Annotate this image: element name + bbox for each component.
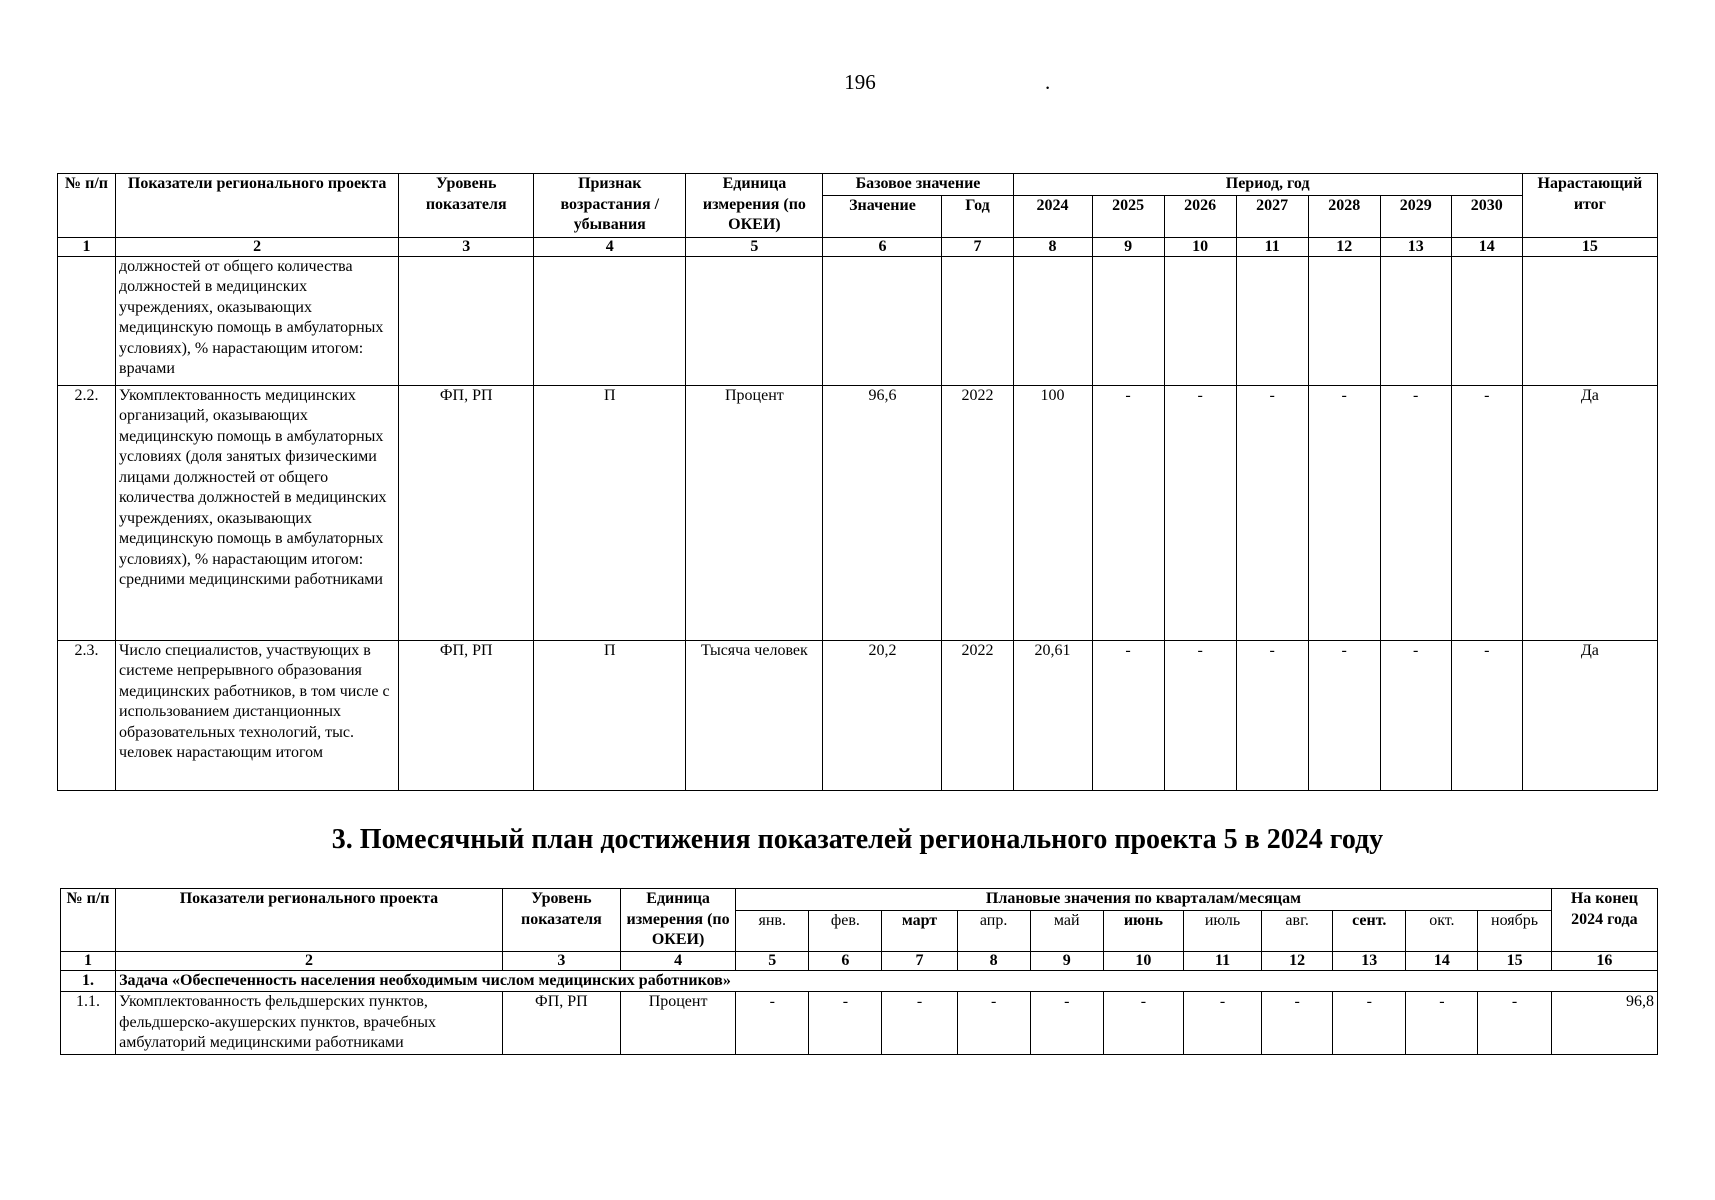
row-num: 2.2. (58, 385, 116, 640)
task-num: 1. (61, 970, 116, 992)
column-numbers-row (58, 237, 1658, 256)
row-month-value: - (809, 992, 882, 1055)
row-cumulative (1522, 256, 1657, 385)
col-number: 7 (882, 951, 957, 970)
col-number: 5 (736, 951, 809, 970)
header-cumulative: Нарастающий итог (1522, 174, 1657, 238)
table-row (58, 640, 1658, 790)
row-year-value (1236, 256, 1308, 385)
row-year-value: - (1236, 385, 1308, 640)
header-month: март (882, 911, 957, 951)
row-base-value: 20,2 (823, 640, 942, 790)
header-month: ноябрь (1478, 911, 1551, 951)
section-title: 3. Помесячный план достижения показателей регионального проекта 5 в 2024 году (331, 824, 1384, 855)
header-month: сент. (1333, 911, 1406, 951)
col-number: 2 (116, 237, 399, 256)
header-planned: Плановые значения по кварталам/месяцам (736, 889, 1552, 911)
col-number: 2 (116, 951, 503, 970)
header-sign: Признак возрастания / убывания (534, 174, 686, 238)
header-base-year: Год (942, 195, 1013, 237)
row-year-value: - (1308, 640, 1380, 790)
header-indicator: Показатели регионального проекта (116, 174, 399, 238)
row-base-year: 2022 (942, 385, 1013, 640)
col-number: 12 (1262, 951, 1333, 970)
col-number: 3 (399, 237, 534, 256)
row-sign: П (534, 385, 686, 640)
header-level: Уровень показателя (399, 174, 534, 238)
col-number: 10 (1164, 237, 1236, 256)
row-indicator: Укомплектованность медицинских организаций, оказывающих медицинскую помощь в амбулаторных условиях (доля занятых физическими лицами должностей от общего количества должностей в медицинских учреждениях, оказывающих медицинскую помощь в амбулаторных условиях), % нарастающим итогом: средними медицинскими работниками (116, 385, 399, 640)
row-month-value: - (1406, 992, 1478, 1055)
header-year: 2028 (1308, 195, 1380, 237)
col-number: 7 (942, 237, 1013, 256)
col-number: 15 (1522, 237, 1657, 256)
header-month: апр. (957, 911, 1030, 951)
row-year-value: - (1451, 640, 1522, 790)
col-number: 1 (61, 951, 116, 970)
row-year-value (1164, 256, 1236, 385)
header-month: окт. (1406, 911, 1478, 951)
table-row (58, 256, 1658, 385)
col-number: 9 (1030, 951, 1103, 970)
header-month: июнь (1103, 911, 1183, 951)
col-number: 12 (1308, 237, 1380, 256)
col-number: 8 (957, 951, 1030, 970)
row-indicator: Число специалистов, участвующих в системе непрерывного образования медицинских работников, в том числе с использованием дистанционных образовательных технологий, тыс. человек нарастающим итогом (116, 640, 399, 790)
header-year: 2029 (1380, 195, 1451, 237)
task-row (61, 970, 1658, 992)
column-numbers-row (61, 951, 1658, 970)
row-month-value: - (1183, 992, 1261, 1055)
col-number: 3 (502, 951, 620, 970)
header-unit: Единица измерения (по ОКЕИ) (620, 889, 735, 952)
header-indicator: Показатели регионального проекта (116, 889, 503, 952)
row-year-value: - (1380, 385, 1451, 640)
table-row (58, 385, 1658, 640)
row-level: ФП, РП (399, 385, 534, 640)
row-month-value: - (882, 992, 957, 1055)
col-number: 14 (1406, 951, 1478, 970)
row-year-value: - (1164, 385, 1236, 640)
row-year-value: - (1380, 640, 1451, 790)
row-base-value: 96,6 (823, 385, 942, 640)
header-month: июль (1183, 911, 1261, 951)
row-indicator: должностей от общего количества должностей в медицинских учреждениях, оказывающих медицинскую помощь в амбулаторных условиях), % нарастающим итогом: врачами (116, 256, 399, 385)
row-end-value: 96,8 (1551, 992, 1657, 1055)
header-base-value: Значение (823, 195, 942, 237)
row-num: 1.1. (61, 992, 116, 1055)
row-year-value (1092, 256, 1164, 385)
row-year-value (1308, 256, 1380, 385)
header-year: 2027 (1236, 195, 1308, 237)
row-year-value: 100 (1013, 385, 1092, 640)
row-unit: Процент (686, 385, 823, 640)
row-year-value: - (1451, 385, 1522, 640)
row-cumulative: Да (1522, 640, 1657, 790)
header-month: май (1030, 911, 1103, 951)
row-month-value: - (1478, 992, 1551, 1055)
row-year-value (1451, 256, 1522, 385)
row-year-value: - (1092, 385, 1164, 640)
table-row (61, 992, 1658, 1055)
header-month: янв. (736, 911, 809, 951)
header-month: фев. (809, 911, 882, 951)
indicators-table (57, 173, 1658, 791)
header-period: Период, год (1013, 174, 1522, 196)
row-month-value: - (736, 992, 809, 1055)
row-base-year (942, 256, 1013, 385)
row-sign: П (534, 640, 686, 790)
row-unit: Тысяча человек (686, 640, 823, 790)
col-number: 11 (1183, 951, 1261, 970)
col-number: 11 (1236, 237, 1308, 256)
monthly-plan-table (60, 888, 1658, 1055)
row-base-value (823, 256, 942, 385)
row-year-value: - (1236, 640, 1308, 790)
row-month-value: - (1103, 992, 1183, 1055)
col-number: 5 (686, 237, 823, 256)
col-number: 9 (1092, 237, 1164, 256)
row-month-value: - (1030, 992, 1103, 1055)
col-number: 13 (1380, 237, 1451, 256)
col-number: 6 (823, 237, 942, 256)
col-number: 1 (58, 237, 116, 256)
row-month-value: - (957, 992, 1030, 1055)
row-year-value (1013, 256, 1092, 385)
header-num: № п/п (58, 174, 116, 238)
col-number: 4 (620, 951, 735, 970)
page-dot: . (1045, 70, 1051, 94)
col-number: 8 (1013, 237, 1092, 256)
row-level: ФП, РП (502, 992, 620, 1055)
header-num: № п/п (61, 889, 116, 952)
row-unit: Процент (620, 992, 735, 1055)
header-month: авг. (1262, 911, 1333, 951)
header-year: 2025 (1092, 195, 1164, 237)
row-year-value: - (1092, 640, 1164, 790)
row-year-value: - (1164, 640, 1236, 790)
page-number: 196 (844, 70, 876, 94)
row-year-value: 20,61 (1013, 640, 1092, 790)
col-number: 6 (809, 951, 882, 970)
row-year-value (1380, 256, 1451, 385)
row-level: ФП, РП (399, 640, 534, 790)
header-year: 2030 (1451, 195, 1522, 237)
row-cumulative: Да (1522, 385, 1657, 640)
header-base: Базовое значение (823, 174, 1013, 196)
header-end: На конец 2024 года (1551, 889, 1657, 952)
task-text: Задача «Обеспеченность населения необходимым числом медицинских работников» (116, 970, 1658, 992)
col-number: 13 (1333, 951, 1406, 970)
header-year: 2026 (1164, 195, 1236, 237)
row-level (399, 256, 534, 385)
row-num (58, 256, 116, 385)
header-level: Уровень показателя (502, 889, 620, 952)
row-indicator: Укомплектованность фельдшерских пунктов, фельдшерско-акушерских пунктов, врачебных амбулаторий медицинскими работниками (116, 992, 503, 1055)
col-number: 10 (1103, 951, 1183, 970)
row-sign (534, 256, 686, 385)
row-num: 2.3. (58, 640, 116, 790)
row-month-value: - (1262, 992, 1333, 1055)
header-year: 2024 (1013, 195, 1092, 237)
row-year-value: - (1308, 385, 1380, 640)
row-base-year: 2022 (942, 640, 1013, 790)
col-number: 15 (1478, 951, 1551, 970)
row-month-value: - (1333, 992, 1406, 1055)
header-unit: Единица измерения (по ОКЕИ) (686, 174, 823, 238)
col-number: 16 (1551, 951, 1657, 970)
col-number: 14 (1451, 237, 1522, 256)
row-unit (686, 256, 823, 385)
col-number: 4 (534, 237, 686, 256)
